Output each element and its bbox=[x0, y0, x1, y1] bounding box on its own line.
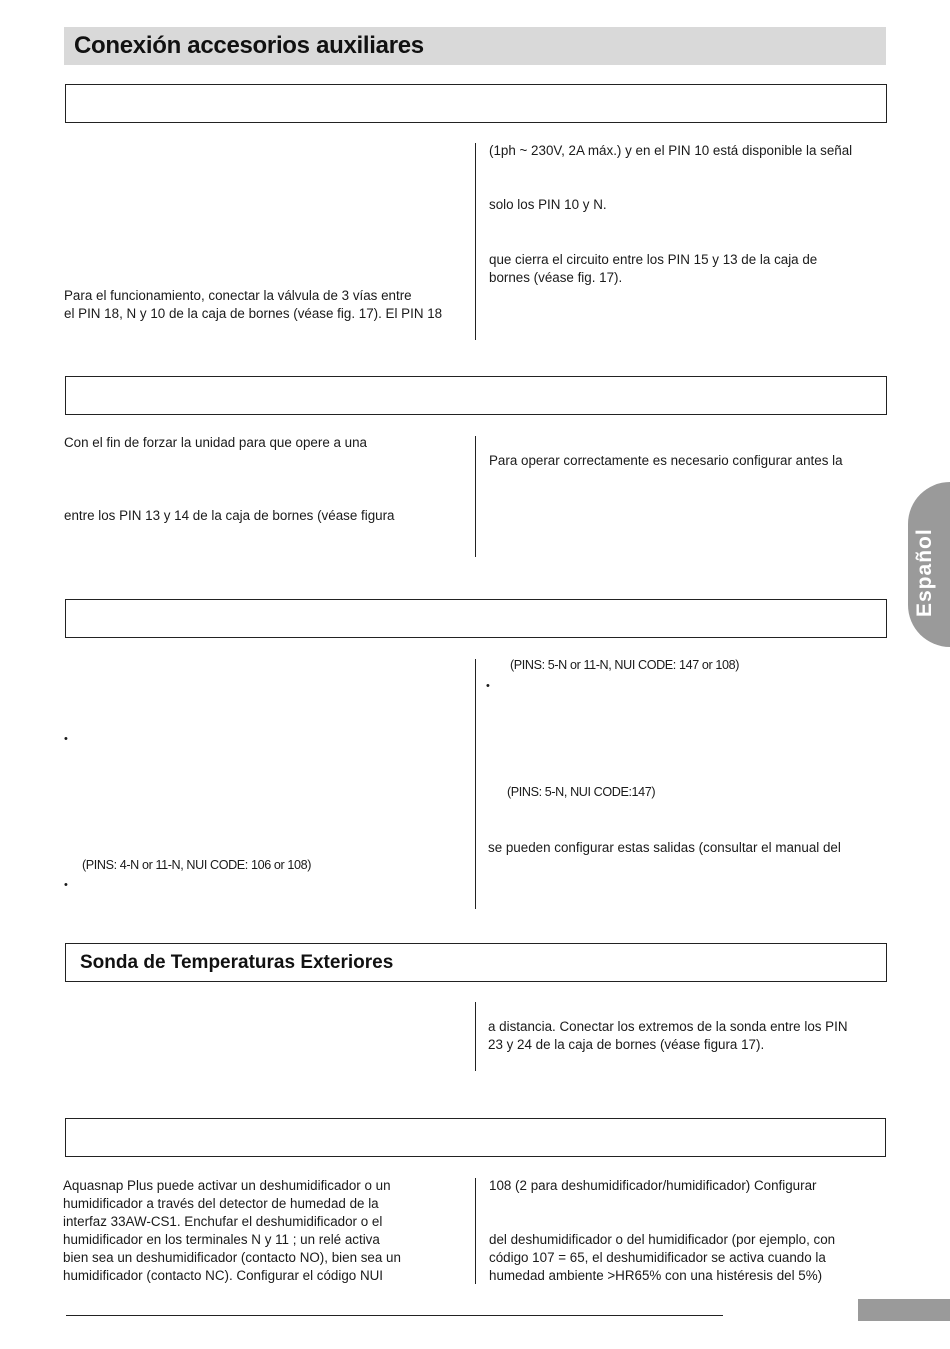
section-3-left-pins: (PINS: 4-N or 11-N, NUI CODE: 106 or 108) bbox=[82, 858, 312, 872]
section-1-right-text-1: (1ph ~ 230V, 2A máx.) y en el PIN 10 está disponible la señal bbox=[489, 143, 853, 158]
section-4-heading: Sonda de Temperaturas Exteriores bbox=[80, 952, 394, 973]
section-1-header bbox=[65, 84, 887, 123]
section-4-right-text: a distancia. Conectar los extremos de la sonda entre los PIN 23 y 24 de la caja de bornes (véase figura 17). bbox=[488, 1019, 848, 1052]
footer-rule bbox=[66, 1315, 723, 1316]
page-number-tab bbox=[858, 1299, 950, 1321]
column-divider bbox=[475, 1002, 476, 1071]
section-5-right-text-2: del deshumidificador o del humidificador (por ejemplo, con código 107 = 65, el deshumidificador se activa cuando la humedad ambiente >HR65% con una histéresis del 5%) bbox=[489, 1232, 836, 1283]
section-5-right-text-1: 108 (2 para deshumidificador/humidificador) Configurar bbox=[489, 1178, 817, 1193]
page-title: Conexión accesorios auxiliares bbox=[74, 32, 424, 59]
bullet-marker: • bbox=[64, 879, 68, 891]
section-1-right-text-2: solo los PIN 10 y N. bbox=[489, 197, 607, 212]
column-divider bbox=[475, 436, 476, 557]
section-2-right-text-1: Para operar correctamente es necesario configurar antes la bbox=[489, 453, 843, 468]
language-tab-label: Español bbox=[913, 528, 936, 618]
section-2-left-text-1: Con el fin de forzar la unidad para que opere a una bbox=[64, 435, 367, 450]
section-5-header bbox=[65, 1118, 886, 1157]
section-1-left-text: Para el funcionamiento, conectar la válvula de 3 vías entre el PIN 18, N y 10 de la caja de bornes (véase fig. 17). El PIN 18 bbox=[64, 288, 443, 321]
section-2-left-text-2: entre los PIN 13 y 14 de la caja de bornes (véase figura bbox=[64, 508, 395, 523]
section-3-right-pins-1: (PINS: 5-N or 11-N, NUI CODE: 147 or 108) bbox=[510, 658, 740, 672]
section-3-header bbox=[65, 599, 887, 638]
section-3-right-pins-2: (PINS: 5-N, NUI CODE:147) bbox=[507, 785, 656, 799]
section-5-left-text: Aquasnap Plus puede activar un deshumidificador o un humidificador a través del detector de humedad de la interfaz 33AW-CS1. Enchufar el deshumidificador o el humidificador en los terminales N y 11 ; un relé activa bien sea un deshumidificador (contacto NO), bien sea un humidificador (contacto NC). Configurar el código NUI bbox=[63, 1178, 401, 1283]
column-divider bbox=[475, 1178, 476, 1284]
section-3-right-text: se pueden configurar estas salidas (consultar el manual del bbox=[488, 840, 841, 855]
page-title-bar bbox=[64, 27, 886, 65]
column-divider bbox=[475, 143, 476, 340]
section-2-header bbox=[65, 376, 887, 415]
bullet-marker: • bbox=[486, 680, 490, 692]
bullet-marker: • bbox=[64, 733, 68, 745]
section-1-right-text-3: que cierra el circuito entre los PIN 15 y 13 de la caja de bornes (véase fig. 17). bbox=[489, 252, 818, 285]
section-4-header bbox=[65, 943, 887, 982]
column-divider bbox=[475, 659, 476, 909]
